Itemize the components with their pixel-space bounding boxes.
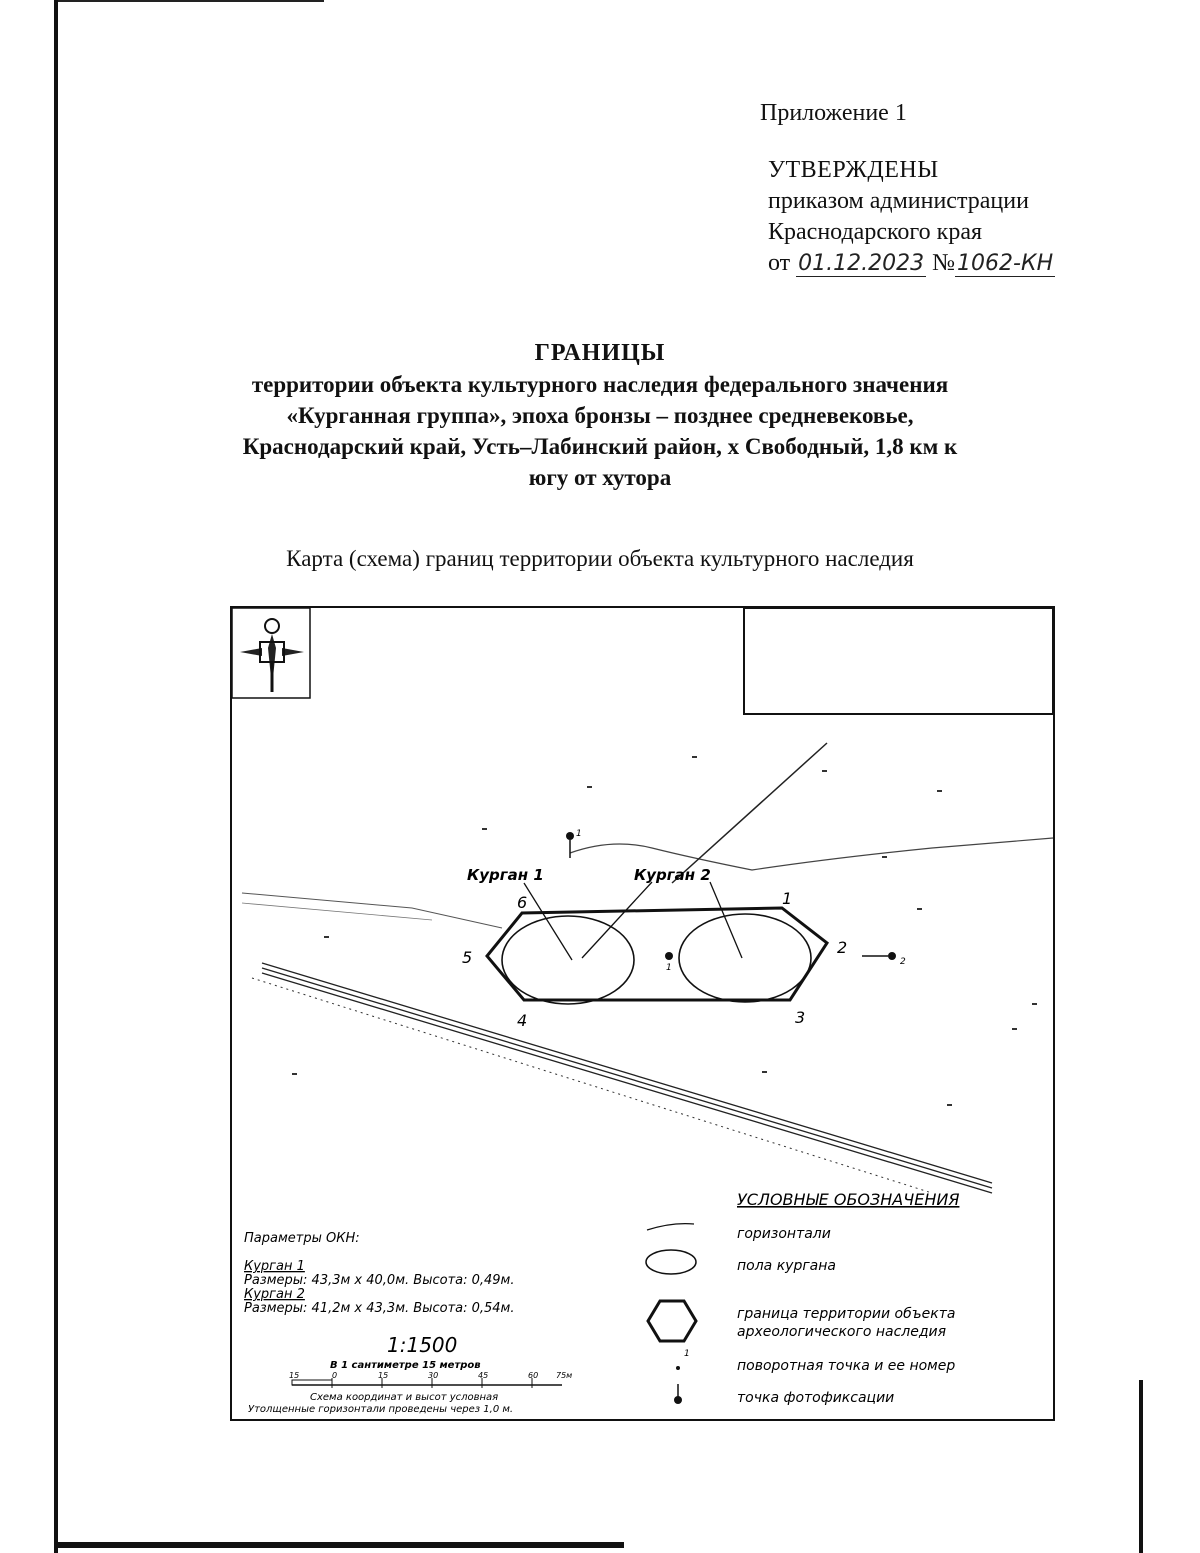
scale-note: В 1 сантиметре 15 метров [330, 1360, 481, 1371]
title-line-4: югу от хутора [528, 465, 672, 490]
mound-ellipse-icon [646, 1250, 696, 1274]
contour-line-icon [647, 1224, 694, 1230]
number-prefix: № [932, 250, 956, 276]
scale-tick: 30 [428, 1371, 439, 1380]
photo-point-label: 1 [666, 963, 672, 973]
scale-tick: 75м [556, 1371, 573, 1380]
hexagon-boundary-icon [648, 1301, 696, 1341]
mound-2-name: Курган 2 [244, 1287, 305, 1302]
photo-point-icon [665, 952, 673, 973]
scan-edge-top [54, 0, 324, 2]
order-date-line [768, 248, 1055, 279]
scale-tick: 60 [528, 1371, 539, 1380]
road-track [252, 963, 992, 1193]
approval-line-2: Краснодарского края [768, 219, 983, 245]
map-frame [230, 606, 1055, 1421]
order-number: 1062-КН [957, 251, 1054, 276]
title-line-3: Краснодарский край, Усть–Лабинский район, х Свободный, 1,8 км к [242, 434, 958, 459]
legend-label-boundary-2: археологического наследия [737, 1324, 947, 1340]
photo-point-label: 1 [576, 829, 582, 839]
compass-rose-icon [232, 608, 310, 698]
title-heading: ГРАНИЦЫ [534, 340, 666, 366]
order-date: 01.12.2023 [798, 251, 925, 276]
approved-label: УТВЕРЖДЕНЫ [768, 157, 939, 183]
mound-1-leader [524, 883, 572, 960]
legend-label-turning-point: поворотная точка и ее номер [737, 1358, 956, 1374]
contour-note: Утолщенные горизонтали проведены через 1,0 м. [248, 1404, 514, 1415]
turning-point-marker-number: 1 [684, 1349, 690, 1359]
mound-2-leader-a [582, 882, 652, 958]
contour-line [242, 893, 502, 928]
approval-line-1: приказом администрации [768, 188, 1029, 214]
scale-tick: 0 [332, 1371, 338, 1380]
mound-2-label: Курган 2 [634, 866, 711, 884]
legend-label-mound: пола кургана [737, 1258, 836, 1274]
turning-point-4: 4 [517, 1011, 528, 1030]
heritage-boundary-hexagon [487, 908, 827, 1000]
scan-edge-bottom [54, 1542, 624, 1548]
reference-line [672, 743, 827, 883]
legend-label-boundary: граница территории объекта [737, 1306, 956, 1322]
parameters-heading: Параметры ОКН: [244, 1231, 360, 1246]
turning-point-2: 2 [837, 938, 848, 957]
photo-point-icon [566, 829, 582, 858]
contour-line [242, 903, 432, 920]
mound-2-leader-b [710, 882, 742, 958]
mound-1-size: Размеры: 43,3м х 40,0м. Высота: 0,49м. [244, 1273, 515, 1288]
photo-point-icon [862, 952, 906, 967]
approval-block [760, 98, 1055, 279]
mound-1-name: Курган 1 [244, 1259, 305, 1274]
scale-tick: 45 [478, 1371, 489, 1380]
map-subtitle: Карта (схема) границ территории объекта культурного наследия [286, 546, 914, 571]
scale-tick: 15 [378, 1371, 389, 1380]
scale-tick: 15 [289, 1371, 300, 1380]
turning-point-3: 3 [795, 1008, 806, 1027]
map-info-box [744, 608, 1053, 714]
coord-note: Схема координат и высот условная [310, 1392, 499, 1403]
turning-point-6: 6 [517, 893, 528, 912]
legend-label-contours: горизонтали [737, 1226, 831, 1242]
mound-1-ellipse [502, 916, 634, 1004]
title-line-1: территории объекта культурного наследия федерального значения [251, 372, 949, 397]
document-title [150, 338, 1050, 493]
photo-point-icon [674, 1384, 682, 1404]
boundary-map [232, 608, 1053, 1419]
turning-point-1: 1 [782, 889, 793, 908]
appendix-label: Приложение 1 [760, 100, 907, 126]
scan-edge-right [1139, 1380, 1143, 1553]
title-line-2: «Курганная группа», эпоха бронзы – позднее средневековье, [286, 403, 914, 428]
parameters-block [244, 1231, 515, 1316]
legend-title: УСЛОВНЫЕ ОБОЗНАЧЕНИЯ [737, 1190, 960, 1209]
approval-stamp [768, 155, 1055, 279]
turning-point-5: 5 [462, 948, 473, 967]
scale-ratio: 1:1500 [387, 1333, 458, 1357]
turning-point-icon [676, 1366, 680, 1370]
legend [646, 1190, 959, 1406]
mound-2-size: Размеры: 41,2м х 43,3м. Высота: 0,54м. [244, 1301, 515, 1316]
scale-block [248, 1333, 572, 1415]
photo-point-label: 2 [900, 957, 906, 967]
elevation-marks [292, 756, 1037, 1106]
scan-edge-left [54, 0, 58, 1553]
date-prefix: от [768, 250, 791, 276]
mound-2-ellipse [679, 914, 811, 1002]
mound-1-label: Курган 1 [467, 866, 544, 884]
legend-label-photo-point: точка фотофиксации [737, 1390, 895, 1406]
